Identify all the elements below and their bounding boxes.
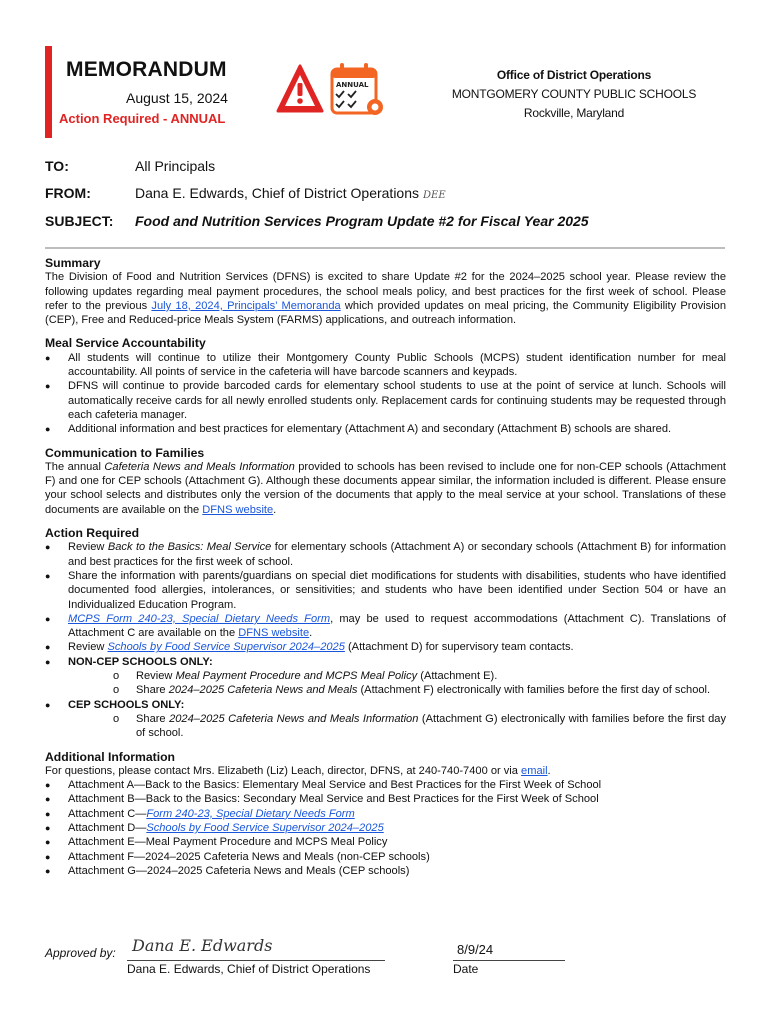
summary-text xyxy=(45,270,726,327)
accountability-list xyxy=(45,351,726,437)
principals-memoranda-link[interactable]: July 18, 2024, Principals’ Memoranda xyxy=(151,299,341,312)
warning-triangle-icon xyxy=(278,66,322,111)
office-location: Rockville, Maryland xyxy=(523,106,625,120)
list-item xyxy=(45,540,726,569)
attachments-list xyxy=(45,778,726,878)
item-text: (Attachment D) for supervisory team contacts. xyxy=(344,641,574,654)
to-label: TO: xyxy=(45,158,69,174)
item-text: Attachment D— xyxy=(68,821,147,834)
cep-sublist xyxy=(68,712,726,741)
date-label: Date xyxy=(453,962,479,976)
from-label: FROM: xyxy=(45,185,91,201)
attachment-item xyxy=(45,807,726,821)
list-item xyxy=(45,698,726,741)
signer-name: Dana E. Edwards, Chief of District Operations xyxy=(127,962,371,976)
additional-heading: Additional Information xyxy=(45,749,175,764)
additional-text-part: . xyxy=(547,764,551,777)
non-cep-label: NON-CEP SCHOOLS ONLY: xyxy=(68,655,213,668)
list-item xyxy=(45,612,726,641)
summary-text-part2: which provided updates on meal pricing, the Community Eligibility Provision (CEP), Free and Reduced-price Meals System (FARMS) applications, and outreach information. xyxy=(45,299,726,327)
item-text: Review xyxy=(136,670,176,683)
from-value: Dana E. Edwards, Chief of District Operations xyxy=(135,185,420,201)
communication-heading: Communication to Families xyxy=(45,445,205,460)
sub-list-item xyxy=(113,712,726,741)
gear-icon xyxy=(367,99,383,115)
item-text: Review xyxy=(68,641,108,654)
district-name: MONTGOMERY COUNTY PUBLIC SCHOOLS xyxy=(451,87,697,101)
attachment-item: ● Attachment F—2024–2025 Cafeteria News and Meals (non-CEP schools) xyxy=(45,850,726,864)
list-item xyxy=(45,655,726,698)
item-text: (Attachment F) electronically with families before the first day of school. xyxy=(357,684,711,697)
email-link[interactable]: email xyxy=(521,764,548,777)
calendar-label: ANNUAL xyxy=(336,81,369,89)
to-value: All Principals xyxy=(135,158,216,174)
memo-title: MEMORANDUM xyxy=(66,58,227,81)
item-text: , may be used to request accommodations (Attachment C). Translations of Attachment C are available on the xyxy=(68,612,726,640)
attachment-d-link[interactable]: Schools by Food Service Supervisor 2024–2025 xyxy=(146,821,384,834)
attachment-item: ● Attachment B—Back to the Basics: Secondary Meal Service and Best Practices for the First Week of School xyxy=(45,792,726,806)
cep-label: CEP SCHOOLS ONLY: xyxy=(68,698,185,711)
item-text: for elementary schools (Attachment A) or secondary schools (Attachment B) for information and best practices for the first week of school. xyxy=(68,541,726,568)
additional-text-part: For questions, please contact Mrs. Elizabeth (Liz) Leach, director, DFNS, at 240-740-7400 or via xyxy=(45,764,522,777)
item-title: Meal Payment Procedure and MCPS Meal Policy xyxy=(175,670,418,683)
from-value-wrap xyxy=(135,185,446,201)
item-text: . xyxy=(309,627,313,640)
item-title: 2024–2025 Cafeteria News and Meals Information xyxy=(169,712,419,725)
from-initials: DEE xyxy=(423,190,446,201)
food-service-supervisor-link[interactable]: Schools by Food Service Supervisor 2024–2025 xyxy=(107,641,345,654)
memo-accent-bar xyxy=(45,46,52,138)
item-text: (Attachment G) electronically with families before the first day of school. xyxy=(136,712,726,740)
list-item: ● Share the information with parents/guardians on special diet modifications for students with disabilities, students who have identified documented food allergies, intolerances, or sensitivities; and students who have been identified under Section 504 or have an Individualized Education Program. xyxy=(45,569,726,612)
subject-value: Food and Nutrition Services Program Update #2 for Fiscal Year 2025 xyxy=(135,213,589,229)
list-item: ● All students will continue to utilize their Montgomery County Public Schools (MCPS) student identification number for meal accountability. All points of service in the cafeteria will have barcode scanners and keypads. xyxy=(45,351,726,380)
list-item xyxy=(45,640,726,654)
header-divider xyxy=(45,247,725,249)
sub-list-item xyxy=(113,683,726,697)
attachment-item: ● Attachment A—Back to the Basics: Elementary Meal Service and Best Practices for the First Week of School xyxy=(45,778,726,792)
sub-list-item xyxy=(113,669,726,683)
item-text: Share xyxy=(136,712,170,725)
item-text: (Attachment E). xyxy=(417,670,498,683)
office-name: Office of District Operations xyxy=(496,68,652,82)
communication-text-part: The annual xyxy=(45,460,105,473)
attachment-c-link[interactable]: Form 240-23, Special Dietary Needs Form xyxy=(146,807,355,820)
list-item: ● DFNS will continue to provide barcoded cards for elementary school students to use at the point of service at lunch. Schools will automatically receive cards for all newly enrolled students only. Replacement cards for continuing students may be requested through each cafeteria manager. xyxy=(45,379,726,422)
non-cep-sublist xyxy=(68,669,726,698)
summary-heading: Summary xyxy=(45,256,101,270)
item-text: Share xyxy=(136,684,169,697)
communication-doc-title: Cafeteria News and Meals Information xyxy=(104,460,295,473)
memo-body xyxy=(45,256,726,878)
attachment-item: ● Attachment E—Meal Payment Procedure and MCPS Meal Policy xyxy=(45,835,726,849)
additional-text xyxy=(45,764,726,778)
signature-line xyxy=(127,960,385,961)
item-title: Back to the Basics: Meal Service xyxy=(107,541,272,554)
communication-text xyxy=(45,460,726,517)
subject-label: SUBJECT: xyxy=(45,213,114,229)
attachment-item: ● Attachment G—2024–2025 Cafeteria News and Meals (CEP schools) xyxy=(45,864,726,878)
item-text: Attachment C— xyxy=(68,807,147,820)
list-item: ● Additional information and best practices for elementary (Attachment A) and secondary (Attachment B) schools are shared. xyxy=(45,422,726,436)
communication-text-part: . xyxy=(273,503,277,516)
approval-block xyxy=(45,938,725,978)
date-line xyxy=(453,960,565,961)
item-title: 2024–2025 Cafeteria News and Meals xyxy=(168,684,358,697)
approved-by-label: Approved by: xyxy=(45,946,116,960)
dfns-website-link[interactable]: DFNS website xyxy=(238,627,310,640)
dfns-website-link[interactable]: DFNS website xyxy=(202,503,274,516)
communication-text-part: provided to schools has been revised to include one for non-CEP schools (Attachment F) and one for CEP schools (Attachment G). Although these documents appear similar, the information included is different. Please ensure your school selects and distributes only the version of the documents that apply to the meal service at your school. Translations of these documents are available on the xyxy=(45,460,726,516)
annual-action-logo xyxy=(276,61,386,126)
memo-date: August 15, 2024 xyxy=(126,90,228,106)
action-required-label: Action Required - ANNUAL xyxy=(59,111,226,126)
accountability-heading: Meal Service Accountability xyxy=(45,336,206,351)
item-text: Review xyxy=(68,541,108,554)
attachment-item xyxy=(45,821,726,835)
action-heading: Action Required xyxy=(45,526,140,541)
summary-text-part1: The Division of Food and Nutrition Services (DFNS) is excited to share Update #2 for the 2024–2025 school year. Please review the following updates regarding meal payment procedures, the school meals policy, and best practices for the first week of school. Please refer to the previous xyxy=(45,271,726,312)
signature: Dana E. Edwards xyxy=(132,936,273,955)
office-block xyxy=(440,66,708,123)
approval-date: 8/9/24 xyxy=(457,942,494,957)
action-list xyxy=(45,540,726,740)
special-dietary-needs-form-link[interactable]: MCPS Form 240-23, Special Dietary Needs Form xyxy=(68,612,331,625)
